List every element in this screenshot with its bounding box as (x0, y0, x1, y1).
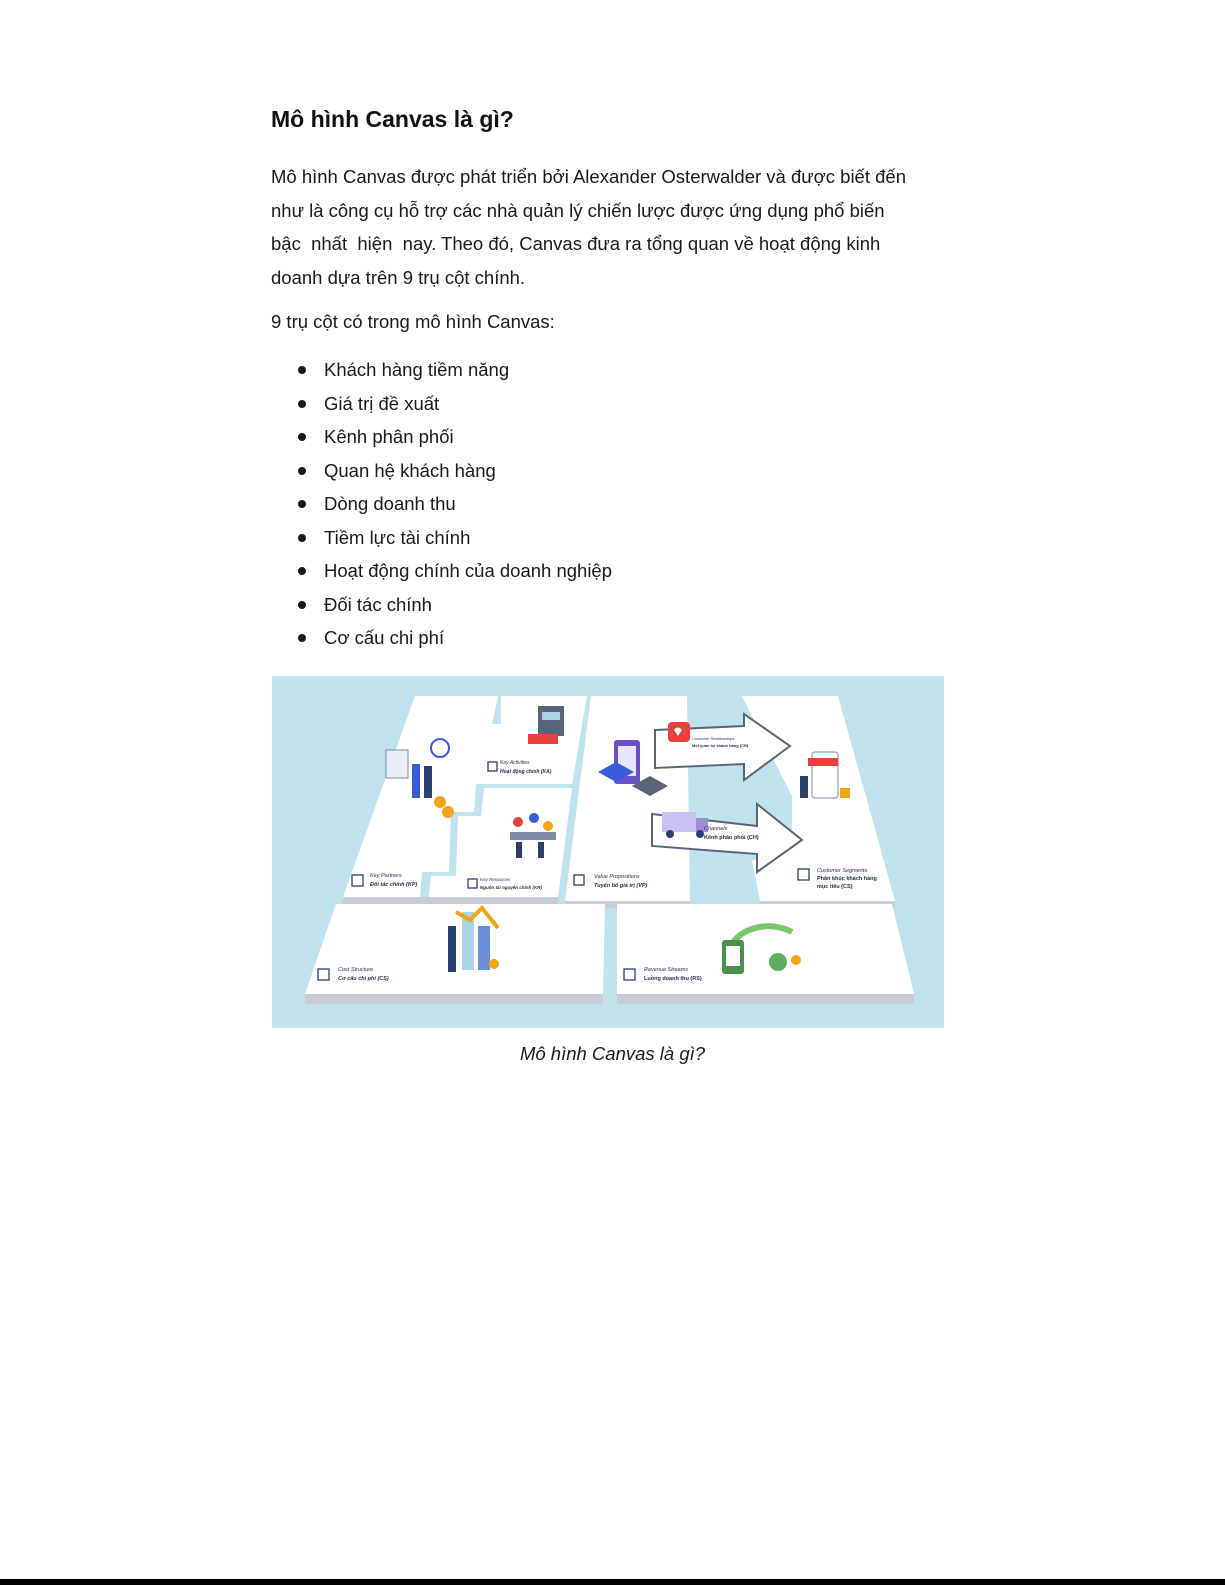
bullet-icon (298, 634, 306, 642)
list-item (271, 490, 612, 524)
list-item-text: Giá trị đề xuất (324, 392, 440, 414)
value-propositions-label-en: Value Propositions (594, 874, 640, 880)
list-item (271, 591, 612, 625)
list-item (271, 457, 612, 491)
list-intro: 9 trụ cột có trong mô hình Canvas: (271, 311, 555, 332)
customer-relationships-label-en: Customer Relationships (692, 736, 735, 741)
list-item-text: Hoạt động chính của doanh nghiệp (324, 560, 613, 581)
paragraph-line: doanh dựa trên 9 trụ cột chính. (271, 266, 526, 288)
cost-structure-badge-icon (318, 969, 329, 980)
key-resources-badge-icon (468, 879, 477, 888)
revenue-streams-label-en: Revenue Streams (644, 967, 689, 973)
key-activities-label-en: Key Activities (500, 760, 530, 766)
customer-segments-badge-icon (798, 869, 809, 880)
customer-segments-label-vi2: mục tiêu (CS) (817, 884, 853, 890)
list-item-text: Kênh phân phối (324, 426, 454, 447)
paragraph-line: như là công cụ hỗ trợ các nhà quản lý chiến lược được ứng dụng phổ biến (271, 199, 885, 221)
figure-caption: Mô hình Canvas là gì? (519, 1043, 706, 1064)
list-item (271, 390, 612, 424)
channels-label-en: Channels (704, 826, 728, 832)
list-item (271, 423, 612, 457)
bullet-icon (298, 433, 306, 441)
canvas-model-svg (272, 676, 944, 1028)
cost-structure-label-en: Cost Structure (338, 967, 374, 973)
page-bottom-border (0, 1579, 1225, 1585)
bullet-icon (298, 601, 306, 609)
customer-relationships-icon (668, 722, 690, 742)
key-partners-badge-icon (352, 875, 363, 886)
bullet-icon (298, 534, 306, 542)
bullet-icon (298, 400, 306, 408)
customer-segments-label-vi1: Phân khúc khách hàng (817, 876, 877, 882)
list-item-text: Quan hệ khách hàng (324, 459, 496, 481)
list-item-text: Tiềm lực tài chính (324, 526, 471, 548)
revenue-streams-label-vi: Luồng doanh thu (RS) (644, 976, 702, 982)
customer-relationships-label-vi: Mối quan hệ khách hàng (CR) (692, 743, 749, 748)
customer-segments-label-en: Customer Segments (817, 868, 868, 874)
page-title: Mô hình Canvas là gì? (271, 106, 514, 132)
list-item (271, 557, 612, 591)
list-item (271, 524, 612, 558)
bullet-icon (298, 366, 306, 374)
cost-structure-label-vi: Cơ cấu chi phí (CS) (338, 976, 389, 982)
key-resources-label-en: Key Resources (480, 877, 511, 882)
key-partners-label-vi: Đối tác chính (KP) (370, 882, 418, 888)
channels-label-vi: Kênh phân phối (CH) (704, 835, 759, 841)
bullet-icon (298, 467, 306, 475)
key-activities-label-vi: Hoạt động chính (KA) (500, 769, 552, 775)
bullet-icon (298, 500, 306, 508)
list-item (271, 624, 612, 658)
pillar-list (271, 356, 612, 658)
key-partners-label-en: Key Partners (370, 873, 402, 879)
key-activities-badge-icon (488, 762, 497, 771)
list-item-text: Dòng doanh thu (324, 493, 456, 514)
list-item-text: Đối tác chính (324, 593, 432, 615)
value-propositions-badge-icon (574, 875, 584, 885)
value-propositions-label-vi: Tuyên bố giá trị (VP) (594, 883, 648, 889)
paragraph-line: Mô hình Canvas được phát triển bởi Alexander Osterwalder và được biết đến (271, 166, 906, 187)
canvas-model-illustration (272, 676, 944, 1028)
list-item-text: Cơ cấu chi phí (324, 627, 445, 648)
intro-paragraph (271, 160, 961, 294)
bullet-icon (298, 567, 306, 575)
revenue-streams-badge-icon (624, 969, 635, 980)
paragraph-line: bậc nhất hiện nay. Theo đó, Canvas đưa ra tổng quan về hoạt động kinh (271, 233, 881, 254)
list-item-text: Khách hàng tiềm năng (324, 359, 510, 380)
list-item (271, 356, 612, 390)
key-resources-label-vi: Nguồn tài nguyên chính (KR) (480, 885, 542, 890)
